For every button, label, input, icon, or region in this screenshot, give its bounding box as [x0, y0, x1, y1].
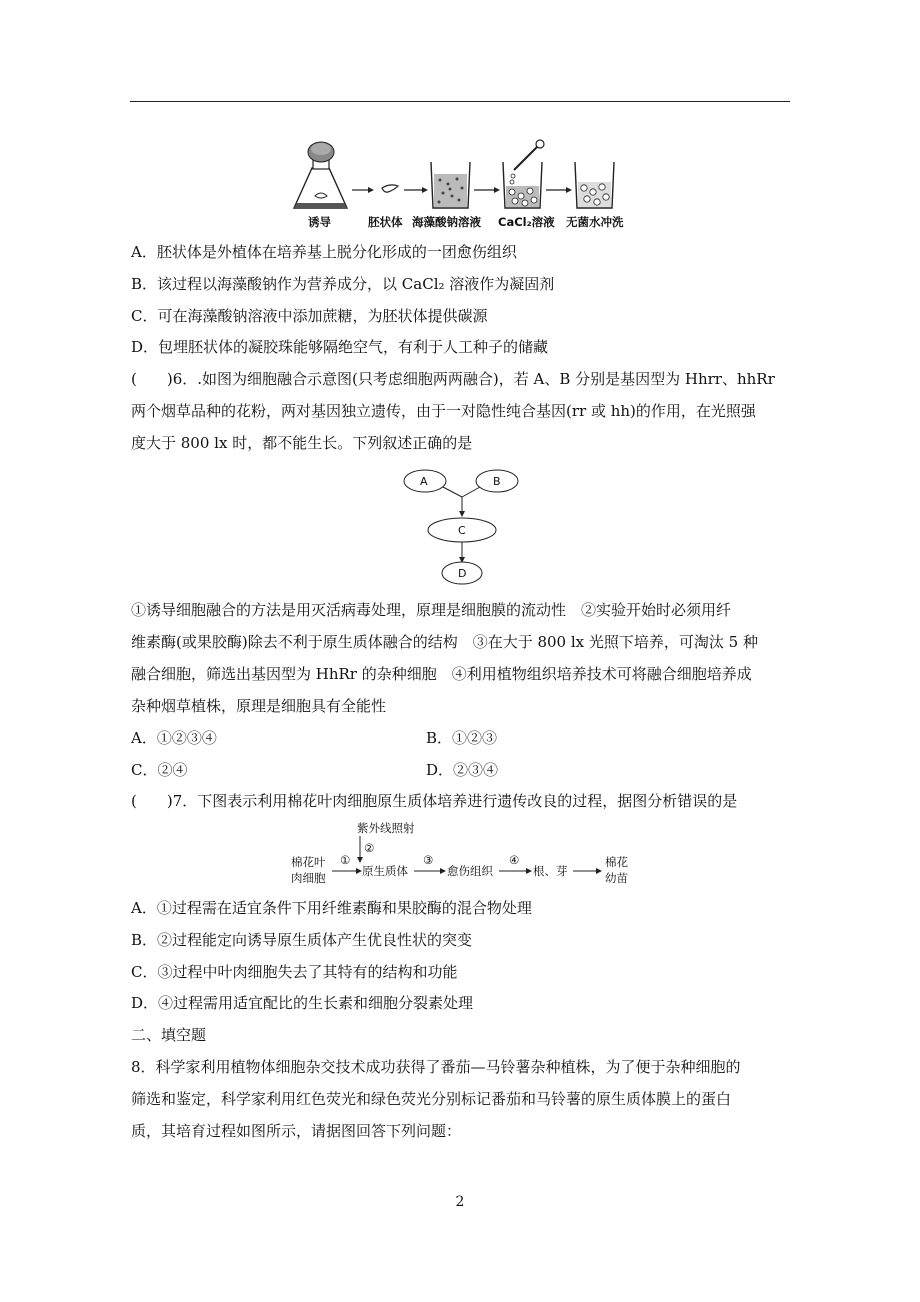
end-label-2: 幼苗: [605, 871, 628, 885]
root-bud-label: 根、芽: [533, 864, 568, 878]
cell-a-label: A: [420, 475, 428, 488]
q6-stem-line-1: ( )6．.如图为细胞融合示意图(只考虑细胞两两融合)，若 A、B 分别是基因型为 Hhrr、hhRr: [131, 370, 775, 388]
q6-option-c: C．②④: [131, 761, 188, 779]
q6-option-a: A．①②③④: [131, 729, 217, 747]
end-label-1: 棉花: [605, 855, 628, 869]
cell-d-label: D: [458, 567, 467, 580]
step2-label: ②: [364, 841, 375, 855]
start-label-1: 棉花叶: [291, 855, 326, 869]
step1-label: ①: [340, 853, 351, 867]
q6-stem-line-2: 两个烟草品种的花粉，两对基因独立遗传，由于一对隐性纯合基因(rr 或 hh)的作用，在光照强: [131, 402, 756, 420]
q6-statement-line-3: 融合细胞，筛选出基因型为 HhRr 的杂种细胞 ④利用植物组织培养技术可将融合细胞培养成: [131, 665, 752, 683]
q6-option-d: D．②③④: [426, 761, 499, 779]
label-embryoid: 胚状体: [368, 215, 403, 229]
protoplast-label: 原生质体: [362, 864, 408, 878]
q6-stem-line-3: 度大于 800 lx 时，都不能生长。下列叙述正确的是: [131, 434, 473, 452]
q7-stem: ( )7．下图表示利用棉花叶肉细胞原生质体培养进行遗传改良的过程，据图分析错误的是: [131, 792, 738, 810]
step4-label: ④: [509, 853, 520, 867]
cell-c-label: C: [458, 524, 466, 537]
q7-option-a: A．①过程需在适宜条件下用纤维素酶和果胶酶的混合物处理: [131, 899, 532, 917]
q8-line-3: 质，其培育过程如图所示，请据图回答下列问题：: [131, 1122, 462, 1140]
q6-option-b: B．①②③: [426, 729, 498, 747]
label-cacl2: CaCl₂溶液: [498, 215, 555, 229]
q6-statement-line-2: 维素酶(或果胶酶)除去不利于原生质体融合的结构 ③在大于 800 lx 光照下培养，可淘汰 5 种: [131, 633, 758, 651]
q6-statement-line-1: ①诱导细胞融合的方法是用灭活病毒处理，原理是细胞膜的流动性 ②实验开始时必须用纤: [131, 601, 732, 619]
label-rinse: 无菌水冲洗: [566, 215, 624, 229]
q8-line-1: 8．科学家利用植物体细胞杂交技术成功获得了番茄—马铃薯杂种植株，为了便于杂种细胞的: [131, 1058, 741, 1076]
label-induce: 诱导: [308, 215, 331, 229]
q5-option-b: B．该过程以海藻酸钠作为营养成分，以 CaCl₂ 溶液作为凝固剂: [131, 275, 555, 293]
q7-option-b: B．②过程能定向诱导原生质体产生优良性状的突变: [131, 931, 473, 949]
q5-option-d: D．包埋胚状体的凝胶珠能够隔绝空气，有利于人工种子的储藏: [131, 338, 549, 356]
uv-label: 紫外线照射: [357, 821, 415, 835]
page-number: 2: [455, 1194, 465, 1210]
callus-label: 愈伤组织: [447, 864, 493, 878]
start-label-2: 肉细胞: [291, 871, 326, 885]
q5-option-a: A．胚状体是外植体在培养基上脱分化形成的一团愈伤组织: [131, 243, 517, 261]
q8-line-2: 筛选和鉴定，科学家利用红色荧光和绿色荧光分别标记番茄和马铃薯的原生质体膜上的蛋白: [131, 1090, 732, 1108]
q5-option-c: C．可在海藻酸钠溶液中添加蔗糖，为胚状体提供碳源: [131, 307, 488, 325]
cell-b-label: B: [493, 475, 501, 488]
q7-option-d: D．④过程需用适宜配比的生长素和细胞分裂素处理: [131, 994, 474, 1012]
q6-statement-line-4: 杂种烟草植株，原理是细胞具有全能性: [131, 697, 387, 715]
step3-label: ③: [423, 853, 434, 867]
section-title: 二、填空题: [131, 1026, 207, 1044]
q7-option-c: C．③过程中叶肉细胞失去了其特有的结构和功能: [131, 963, 458, 981]
label-alginate: 海藻酸钠溶液: [412, 215, 481, 229]
